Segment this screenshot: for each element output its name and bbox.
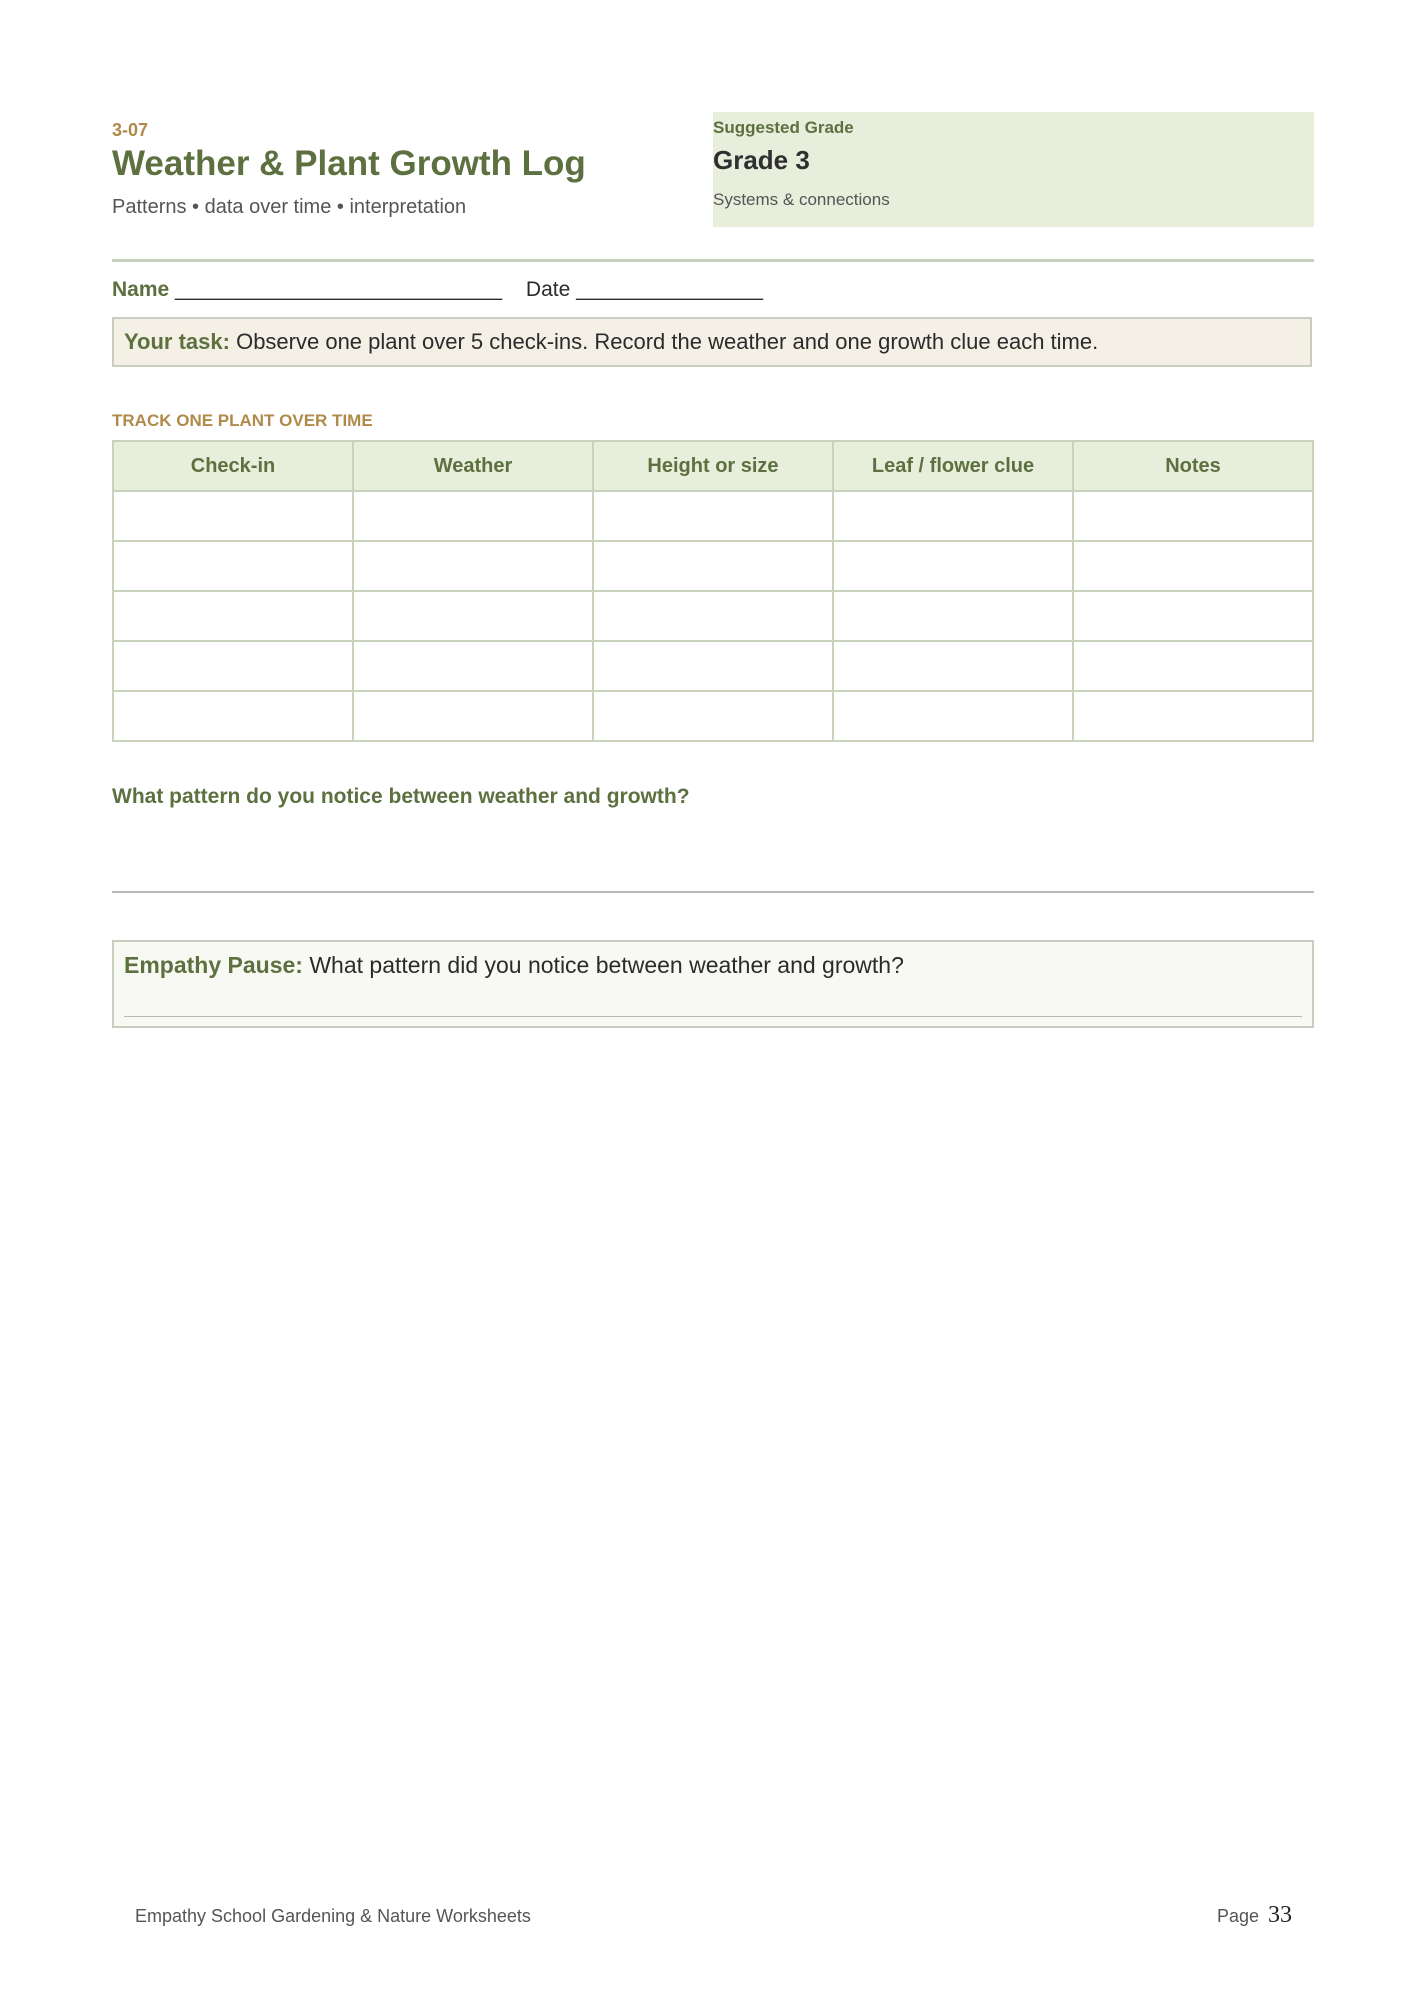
- table-cell[interactable]: [1073, 491, 1313, 541]
- table-cell[interactable]: [833, 691, 1073, 741]
- table-cell[interactable]: [353, 591, 593, 641]
- date-label: Date: [525, 278, 571, 301]
- table-row: [113, 691, 1313, 741]
- date-blank[interactable]: ________________: [576, 278, 763, 301]
- empathy-answer-line[interactable]: [124, 1016, 1302, 1017]
- table-cell[interactable]: [353, 641, 593, 691]
- table-header-row: [113, 441, 1313, 491]
- reflection-question: What pattern do you notice between weather and growth?: [112, 785, 690, 808]
- table-cell[interactable]: [113, 541, 353, 591]
- table-cell[interactable]: [353, 491, 593, 541]
- footer-page: [1217, 1902, 1292, 1929]
- task-box: [112, 317, 1312, 367]
- table-cell[interactable]: [833, 541, 1073, 591]
- table-cell[interactable]: [1073, 691, 1313, 741]
- grade-note: Systems & connections: [713, 190, 890, 209]
- grade-label: Suggested Grade: [713, 118, 854, 137]
- table-cell[interactable]: [593, 541, 833, 591]
- table-cell[interactable]: [353, 691, 593, 741]
- table-cell[interactable]: [1073, 591, 1313, 641]
- table-cell[interactable]: [833, 491, 1073, 541]
- table-cell[interactable]: [113, 691, 353, 741]
- page-number: 33: [1268, 1902, 1292, 1928]
- task-text: Observe one plant over 5 check-ins. Record the weather and one growth clue each time.: [236, 329, 1099, 354]
- table-cell[interactable]: [113, 591, 353, 641]
- grade-value: Grade 3: [713, 145, 810, 175]
- table-cell[interactable]: [833, 591, 1073, 641]
- column-header-check-in: Check-in: [113, 441, 353, 491]
- table-cell[interactable]: [353, 541, 593, 591]
- table-cell[interactable]: [593, 491, 833, 541]
- table-row: [113, 491, 1313, 541]
- table-cell[interactable]: [1073, 541, 1313, 591]
- table-row: [113, 641, 1313, 691]
- worksheet-page: [112, 0, 1314, 2000]
- table-row: [113, 541, 1313, 591]
- page-title: Weather & Plant Growth Log: [112, 144, 586, 183]
- table-cell[interactable]: [113, 641, 353, 691]
- column-header-leaf-clue: Leaf / flower clue: [833, 441, 1073, 491]
- name-date-line: [112, 278, 763, 302]
- table-row: [113, 591, 1313, 641]
- answer-line[interactable]: [112, 891, 1314, 893]
- page-subtitle: Patterns • data over time • interpretation: [112, 196, 467, 218]
- empathy-pause-lead: Empathy Pause:: [124, 952, 303, 978]
- task-lead: Your task:: [124, 329, 230, 354]
- column-header-height: Height or size: [593, 441, 833, 491]
- growth-log-table: [112, 440, 1314, 742]
- name-blank[interactable]: ____________________________: [175, 278, 503, 301]
- table-cell[interactable]: [833, 641, 1073, 691]
- column-header-weather: Weather: [353, 441, 593, 491]
- header-divider: [112, 259, 1314, 262]
- worksheet-code: 3-07: [112, 120, 149, 140]
- footer-source: Empathy School Gardening & Nature Worksheets: [135, 1906, 531, 1926]
- section-label: TRACK ONE PLANT OVER TIME: [112, 411, 373, 430]
- empathy-pause-box: [112, 940, 1314, 1028]
- empathy-pause-text: [124, 952, 904, 979]
- table-cell[interactable]: [113, 491, 353, 541]
- table-cell[interactable]: [1073, 641, 1313, 691]
- column-header-notes: Notes: [1073, 441, 1313, 491]
- page-label: Page: [1216, 1906, 1259, 1926]
- empathy-pause-prompt: What pattern did you notice between weather and growth?: [309, 952, 904, 978]
- table-cell[interactable]: [593, 641, 833, 691]
- table-cell[interactable]: [593, 691, 833, 741]
- table-cell[interactable]: [593, 591, 833, 641]
- name-label: Name: [112, 278, 170, 301]
